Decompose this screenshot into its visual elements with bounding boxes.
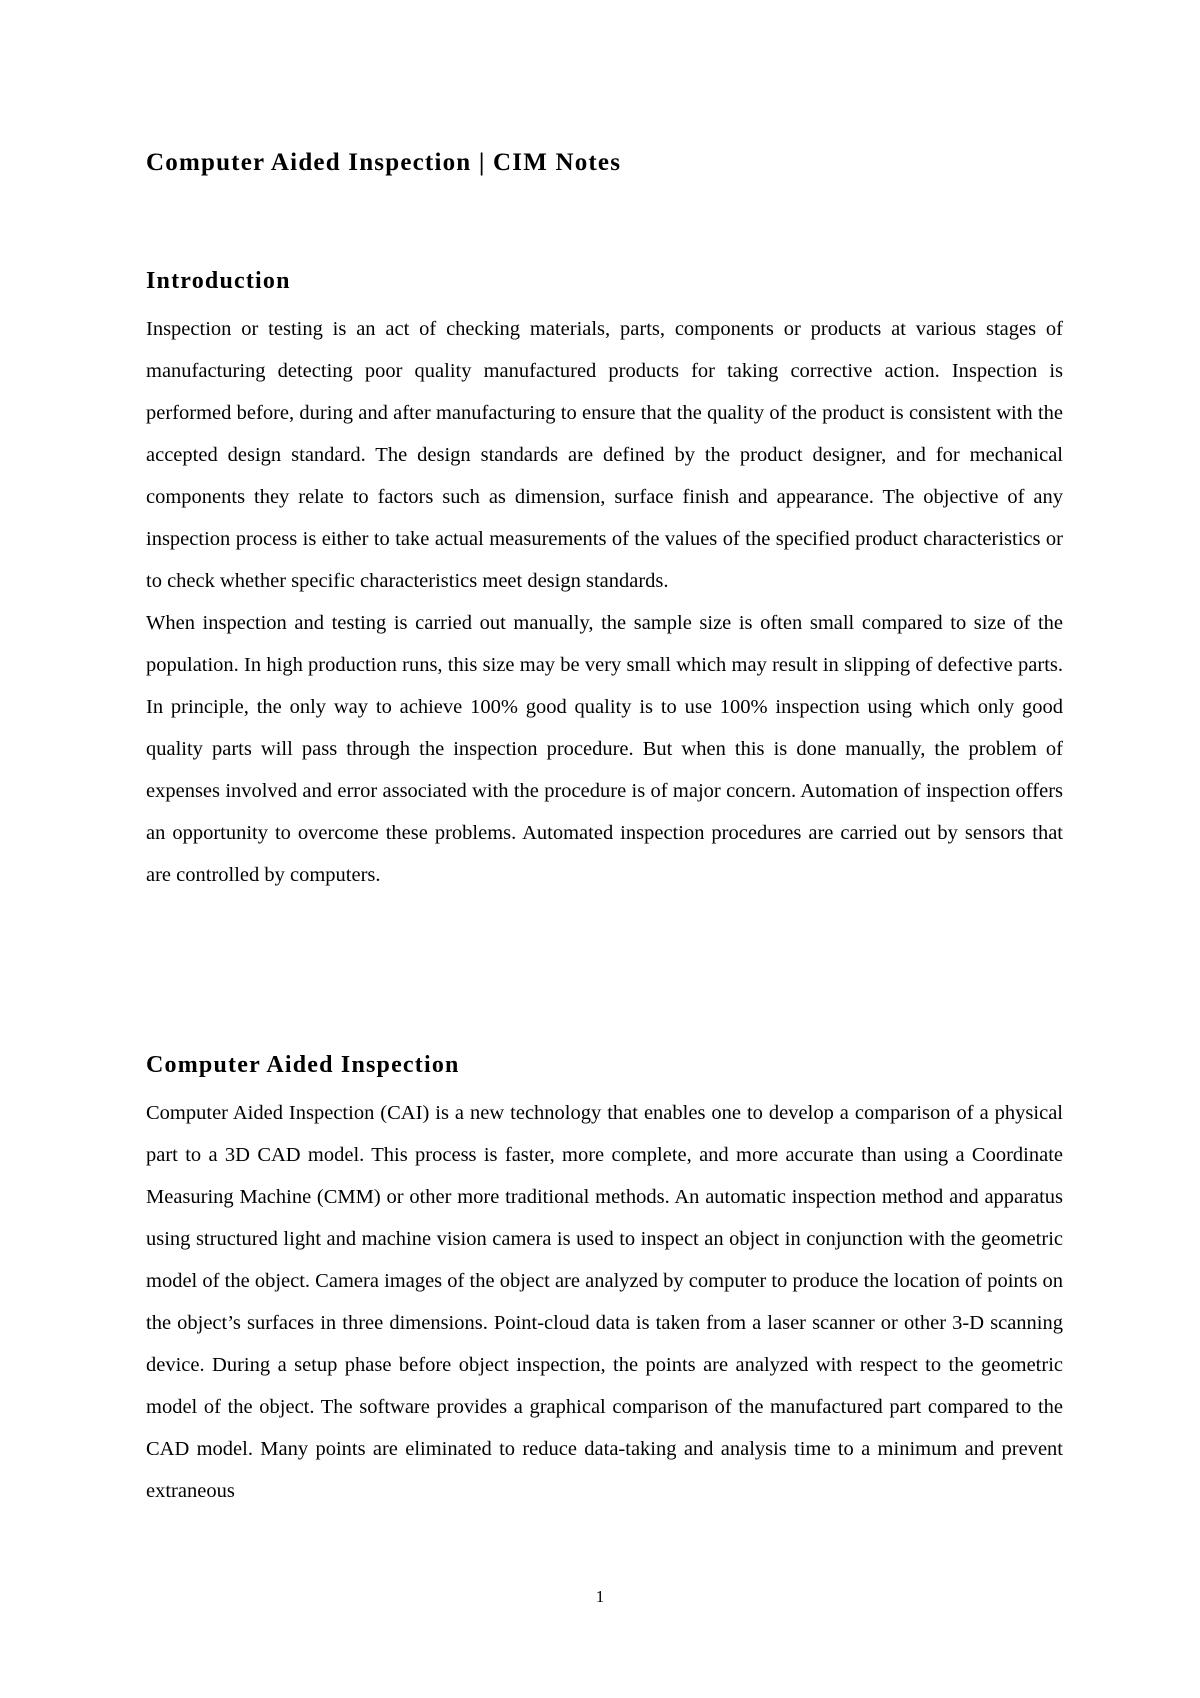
- body-paragraph: When inspection and testing is carried out manually, the sample size is often small compared to size of the population. In high production runs, this size may be very small which may result in slipping of defective parts. In principle, the only way to achieve 100% good quality is to use 100% inspection using which only good quality parts will pass through the inspection procedure. But when this is done manually, the problem of expenses involved and error associated with the procedure is of major concern. Automation of inspection offers an opportunity to overcome these problems. Automated inspection procedures are carried out by sensors that are controlled by computers.: [146, 612, 1063, 886]
- section-heading-computer-aided-inspection: Computer Aided Inspection: [146, 1052, 460, 1078]
- document-title: Computer Aided Inspection | CIM Notes: [146, 149, 622, 176]
- body-paragraph: Inspection or testing is an act of checking materials, parts, components or products at various stages of manufacturing detecting poor quality manufactured products for taking corrective action. Inspection is performed before, during and after manufacturing to ensure that the quality of the product is consistent with the accepted design standard. The design standards are defined by the product designer, and for mechanical components they relate to factors such as dimension, surface finish and appearance. The objective of any inspection process is either to take actual measurements of the values of the specified product characteristics or to check whether specific characteristics meet design standards.: [146, 318, 1063, 592]
- section-body-introduction: [146, 308, 1063, 896]
- page-number: 1: [595, 1587, 605, 1606]
- section-heading-introduction: Introduction: [146, 268, 291, 294]
- section-body-computer-aided-inspection: [146, 1092, 1063, 1512]
- body-paragraph: Computer Aided Inspection (CAI) is a new technology that enables one to develop a comparison of a physical part to a 3D CAD model. This process is faster, more complete, and more accurate than using a Coordinate Measuring Machine (CMM) or other more traditional methods. An automatic inspection method and apparatus using structured light and machine vision camera is used to inspect an object in conjunction with the geometric model of the object. Camera images of the object are analyzed by computer to produce the location of points on the object’s surfaces in three dimensions. Point-cloud data is taken from a laser scanner or other 3-D scanning device. During a setup phase before object inspection, the points are analyzed with respect to the geometric model of the object. The software provides a graphical comparison of the manufactured part compared to the CAD model. Many points are eliminated to reduce data-taking and analysis time to a minimum and prevent extraneous: [146, 1102, 1063, 1502]
